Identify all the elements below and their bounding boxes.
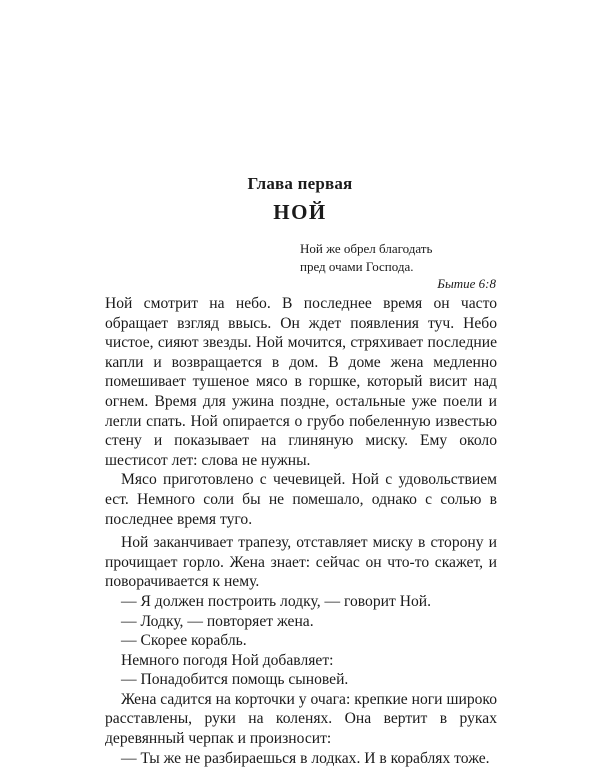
chapter-body: [105, 294, 497, 768]
paragraph: Жена садится на корточки у очага: крепкие ноги широко расставлены, руки на коленях. Она вертит в руках деревянный черпак и произносит:: [105, 690, 497, 748]
chapter-title: НОЙ: [273, 200, 327, 224]
epigraph-source: Бытие 6:8: [437, 276, 496, 291]
chapter-label: Глава первая: [247, 174, 353, 193]
paragraph: Ной заканчивает трапезу, отставляет миску в сторону и прочищает горло. Жена знает: сейчас он что-то скажет, и поворачивается к нему.: [105, 534, 497, 591]
paragraph: — Понадобится помощь сыновей.: [121, 671, 349, 689]
paragraph: — Я должен построить лодку, — говорит Ной.: [121, 592, 432, 610]
paragraph: Немного погодя Ной добавляет:: [121, 651, 334, 669]
paragraph: — Скорее корабль.: [121, 632, 247, 650]
epigraph-line: пред очами Господа.: [300, 258, 414, 274]
paragraph: Мясо приготовлено с чечевицей. Ной с удовольствием ест. Немного соли бы не помешало, однако с солью в последнее время туго.: [105, 471, 497, 528]
paragraph: Ной смотрит на небо. В последнее время он часто обращает взгляд ввысь. Он ждет появления туч. Небо чистое, сияют звезды. Ной мочится, стряхивает последние капли и возвращается в дом. В доме жена медленно помешивает тушеное мясо в горшке, который висит над огнем. Время для ужина поздне, остальные уже поели и легли спать. Ной опирается о грубо побеленную известью стену и показывает на глиняную миску. Ему около шестисот лет: слова не нужны.: [105, 295, 497, 469]
epigraph-line: Ной же обрел благодать: [300, 241, 433, 256]
paragraph: — Ты же не разбираешься в лодках. И в кораблях тоже.: [121, 749, 490, 767]
paragraph: — Лодку, — повторяет жена.: [121, 612, 314, 630]
epigraph: [300, 240, 496, 293]
